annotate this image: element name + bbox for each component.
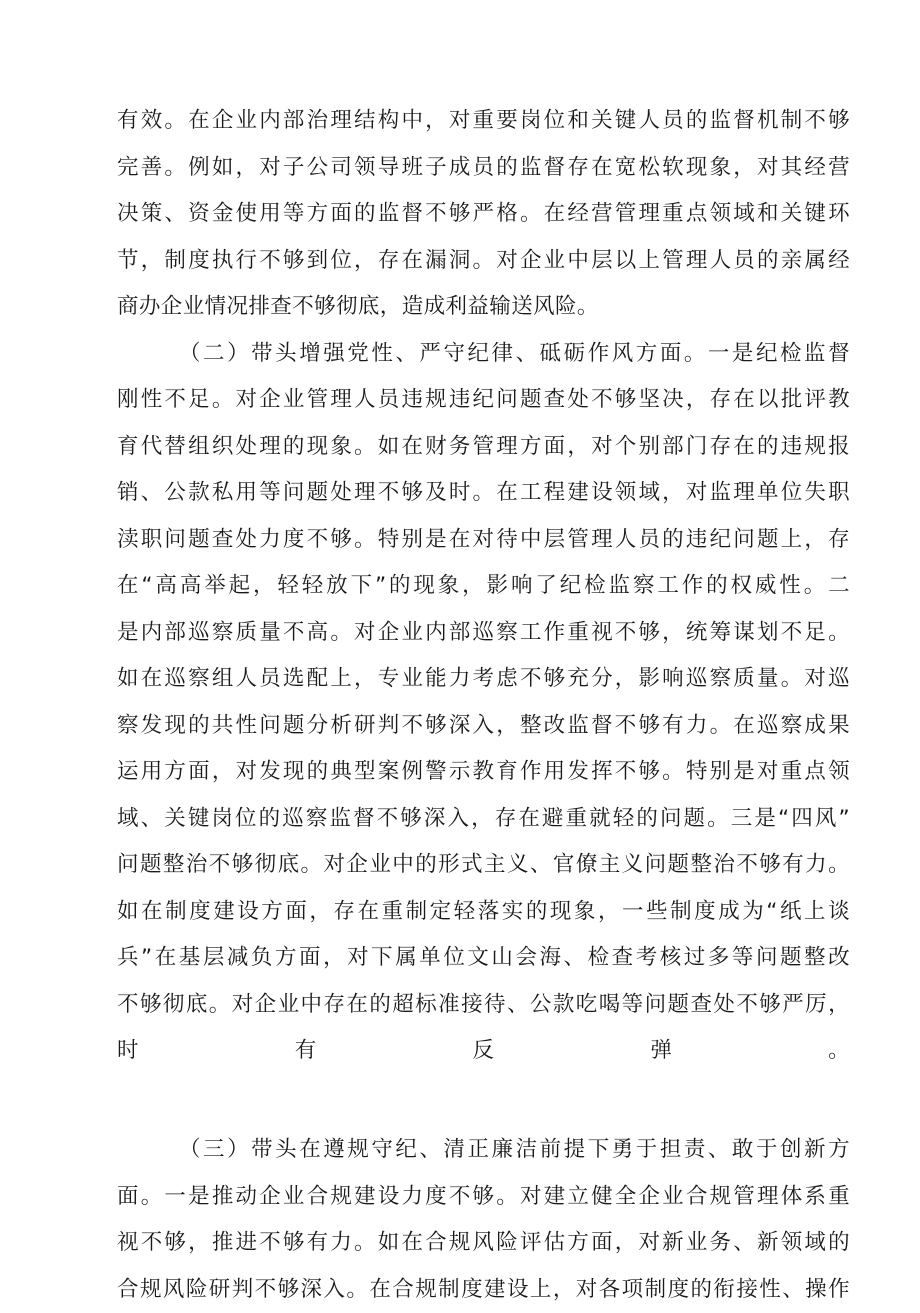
text-line: 是内部巡察质量不高。对企业内部巡察工作重视不够，统筹谋划不足。: [117, 610, 850, 657]
text-line: 节，制度执行不够到位，存在漏洞。对企业中层以上管理人员的亲属经: [117, 238, 850, 285]
text-line: 时有反弹。: [117, 1028, 850, 1075]
text-line: 视不够，推进不够有力。如在合规风险评估方面，对新业务、新领域的: [117, 1220, 850, 1267]
text-line: 销、公款私用等问题处理不够及时。在工程建设领域，对监理单位失职: [117, 470, 850, 517]
text-line: 完善。例如，对子公司领导班子成员的监督存在宽松软现象，对其经营: [117, 145, 850, 192]
text-line: 如在制度建设方面，存在重制定轻落实的现象，一些制度成为“纸上谈: [117, 889, 850, 936]
text-line: 不够彻底。对企业中存在的超标准接待、公款吃喝等问题查处不够严厉，: [117, 982, 850, 1029]
section-heading-line: （三）带头在遵规守纪、清正廉洁前提下勇于担责、敢于创新方: [117, 1127, 850, 1174]
text-line: 有效。在企业内部治理结构中，对重要岗位和关键人员的监督机制不够: [117, 98, 850, 145]
text-line: 刚性不足。对企业管理人员违规违纪问题查处不够坚决，存在以批评教: [117, 377, 850, 424]
text-line: 兵”在基层减负方面，对下属单位文山会海、检查考核过多等问题整改: [117, 935, 850, 982]
text-line: 如在巡察组人员选配上，专业能力考虑不够充分，影响巡察质量。对巡: [117, 656, 850, 703]
text-line: 合规风险研判不够深入。在合规制度建设上，对各项制度的衔接性、操作: [117, 1267, 850, 1313]
text-line: 育代替组织处理的现象。如在财务管理方面，对个别部门存在的违规报: [117, 424, 850, 471]
text-line: 商办企业情况排查不够彻底，造成利益输送风险。: [117, 284, 850, 331]
paragraph-1: [117, 98, 850, 331]
text-line: 察发现的共性问题分析研判不够深入，整改监督不够有力。在巡察成果: [117, 703, 850, 750]
paragraph-3: [117, 1127, 850, 1313]
text-line: 在“高高举起，轻轻放下”的现象，影响了纪检监察工作的权威性。二: [117, 563, 850, 610]
text-line: 面。一是推动企业合规建设力度不够。对建立健全企业合规管理体系重: [117, 1174, 850, 1221]
paragraph-2: [117, 331, 850, 1122]
section-heading-line: （二）带头增强党性、严守纪律、砥砺作风方面。一是纪检监督: [117, 331, 850, 378]
text-line: [117, 1075, 850, 1122]
document-body: [117, 98, 850, 1313]
text-line: 渎职问题查处力度不够。特别是在对待中层管理人员的违纪问题上，存: [117, 517, 850, 564]
text-line: 决策、资金使用等方面的监督不够严格。在经营管理重点领域和关键环: [117, 191, 850, 238]
text-line: 问题整治不够彻底。对企业中的形式主义、官僚主义问题整治不够有力。: [117, 842, 850, 889]
text-line: 运用方面，对发现的典型案例警示教育作用发挥不够。特别是对重点领: [117, 749, 850, 796]
text-line: 域、关键岗位的巡察监督不够深入，存在避重就轻的问题。三是“四风”: [117, 796, 850, 843]
